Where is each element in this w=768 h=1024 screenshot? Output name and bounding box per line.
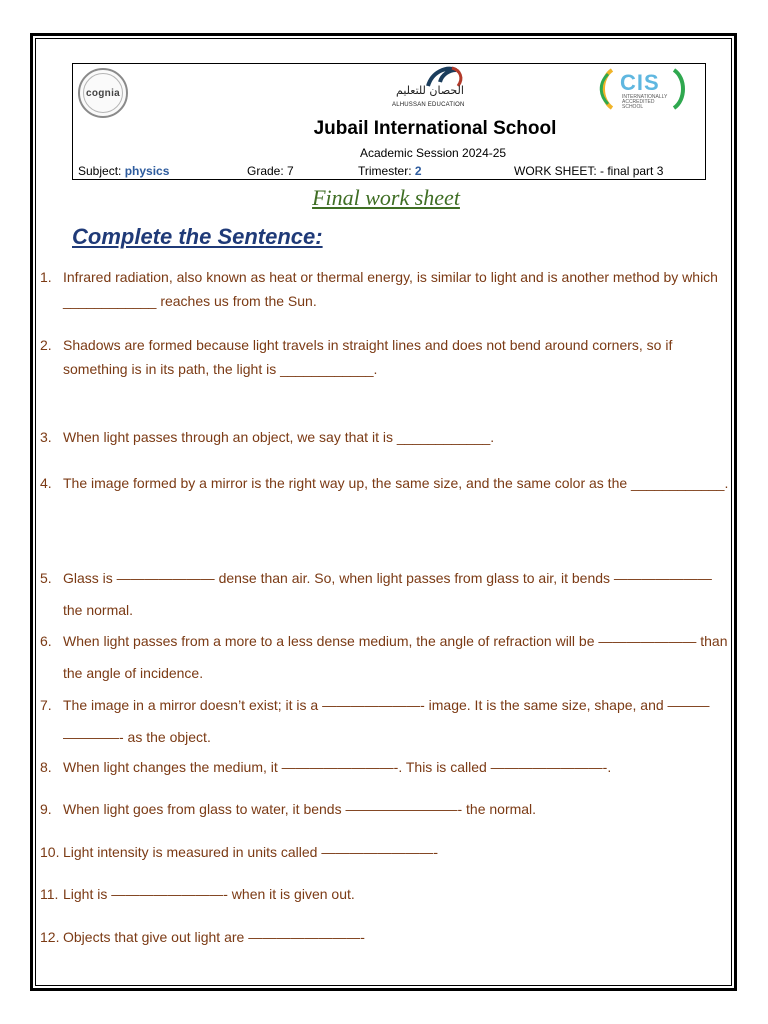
question-item [40, 333, 730, 381]
subject-field: Subject: physics [78, 164, 170, 178]
question-text: Light intensity is measured in units called ————————- [63, 844, 439, 860]
question-item [40, 882, 730, 906]
question-text: Shadows are formed because light travels in straight lines and does not bend around corners, so if something is in its path, the light is ____________. [63, 337, 673, 377]
grade-field: Grade: 7 [247, 164, 294, 178]
question-number: 3. [40, 429, 52, 445]
question-number: 4. [40, 475, 52, 491]
question-number: 6. [40, 633, 52, 649]
question-number: 11. [40, 886, 59, 902]
question-text: When light passes from a more to a less dense medium, the angle of refraction will be ——————— than the angle of incidence. [63, 633, 728, 681]
question-number: 12. [40, 929, 60, 945]
question-text: When light changes the medium, it ————————-. This is called ————————-. [63, 759, 612, 775]
school-name: Jubail International School [313, 118, 557, 139]
question-text: Light is ————————- when it is given out. [63, 886, 355, 902]
question-text: The image in a mirror doesn’t exist; it is a ———————- image. It is the same size, shape, and ——— ————- as the object. [63, 697, 710, 745]
section-title: Complete the Sentence: [72, 224, 323, 249]
question-item [40, 689, 730, 753]
question-text: When light passes through an object, we say that it is ____________. [63, 429, 495, 445]
question-number: 2. [40, 337, 52, 353]
question-item [40, 562, 730, 626]
question-text: The image formed by a mirror is the right way up, the same size, and the same color as the ____________. [63, 475, 729, 491]
question-text: Glass is ——————— dense than air. So, when light passes from glass to air, it bends ——————— the normal. [63, 570, 712, 618]
question-text: Infrared radiation, also known as heat or thermal energy, is similar to light and is another method by which ____________ reaches us from the Sun. [63, 269, 718, 309]
question-item [40, 925, 730, 949]
question-text: When light goes from glass to water, it bends ————————- the normal. [63, 801, 537, 817]
question-item [40, 425, 730, 449]
academic-session: Academic Session 2024-25 [360, 146, 507, 160]
question-item [40, 471, 730, 495]
alhussan-english-text: ALHUSSAN EDUCATION [392, 102, 465, 108]
cis-logo-subtext: INTERNATIONALLY ACCREDITED SCHOOL [622, 94, 668, 110]
question-number: 5. [40, 570, 52, 586]
subject-value: physics [124, 164, 170, 178]
question-item [40, 755, 730, 779]
question-item [40, 625, 730, 689]
question-item [40, 797, 730, 821]
cis-logo-text: CIS [620, 70, 660, 95]
question-item [40, 840, 730, 864]
cognia-logo [78, 68, 128, 118]
question-number: 9. [40, 801, 52, 817]
trimester-value: 2 [414, 164, 422, 178]
question-number: 10. [40, 844, 60, 860]
cognia-logo-text: cognia [85, 87, 121, 99]
trimester-field: Trimester: 2 [358, 164, 422, 178]
question-number: 7. [40, 697, 52, 713]
question-number: 8. [40, 759, 52, 775]
worksheet-title: Final work sheet [312, 185, 460, 210]
question-item [40, 265, 730, 313]
question-text: Objects that give out light are ————————- [63, 929, 365, 945]
question-number: 1. [40, 269, 52, 285]
alhussan-arabic-text: الحصان للتعليم [396, 84, 464, 97]
worksheet-field: WORK SHEET: - final part 3 [514, 164, 664, 178]
